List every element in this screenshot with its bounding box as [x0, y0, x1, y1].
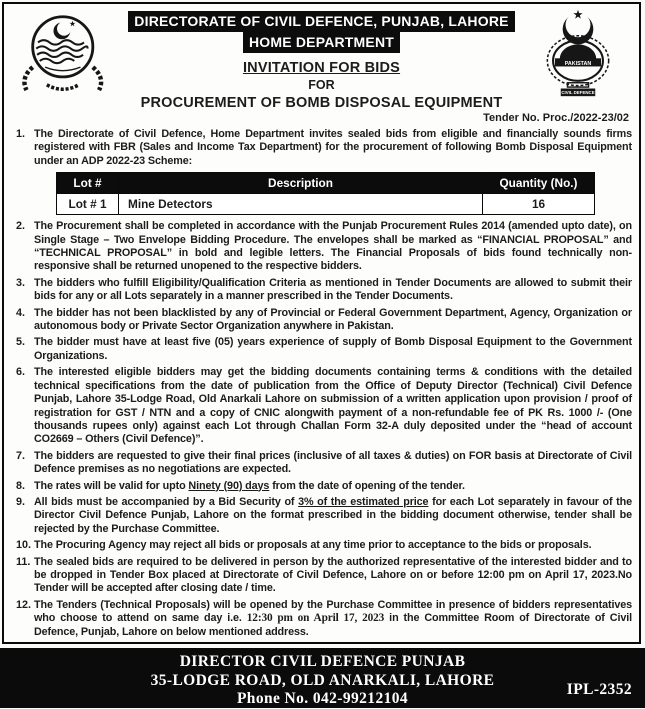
footer-band	[0, 648, 645, 708]
list-item	[9, 128, 632, 168]
item-text: The bidders who fulfill Eligibility/Qualification Criteria as mentioned in Tender Documents are allowed to submit their bids for any or all Lots separately in a manner prescribed in the Tender Documents.	[34, 276, 632, 303]
list-item	[9, 480, 632, 493]
dept-title: HOME DEPARTMENT	[243, 32, 400, 53]
procurement-title: PROCUREMENT OF BOMB DISPOSAL EQUIPMENT	[140, 95, 503, 111]
list-item	[9, 599, 632, 639]
item-text: The Tenders (Technical Proposals) will be opened by the Purchase Committee in presence of bidders representatives who choose to attend on same day i.e. 12:30 pm on April 17, 2023 in the Committee Room of Directorate of Civil Defence, Punjab, Lahore on below mentioned address.	[34, 598, 632, 638]
cell-quantity: 16	[483, 194, 595, 215]
notice-header	[9, 7, 632, 111]
item-text: The bidder must have at least five (05) years experience of supply of Bomb Disposal Equipment to the Government Organizations.	[34, 336, 632, 362]
col-quantity: Quantity (No.)	[483, 173, 595, 194]
title-block	[113, 7, 530, 111]
list-item	[9, 277, 632, 304]
list-item	[9, 336, 632, 363]
item-number: 12.	[16, 598, 32, 611]
item-number: 9.	[16, 495, 26, 508]
item-text: All bids must be accompanied by a Bid Security of 3% of the estimated price for each Lot separately in favour of the Director Civil Defence Punjab, Lahore on the format prescribed in the bidding document otherwise, tender shall be rejected by the Purchase Committee.	[34, 495, 633, 535]
item-number: 2.	[16, 220, 26, 233]
item-number: 7.	[16, 449, 26, 462]
invitation-title: INVITATION FOR BIDS	[242, 60, 401, 76]
item-number: 10.	[16, 539, 32, 552]
emblem-band-label: PAKISTAN	[564, 60, 592, 67]
item-number: 11.	[16, 555, 31, 568]
item-text: The interested eligible bidders may get the bidding documents containing terms & conditions with the detailed technical specifications from the date of publication from the Office of Deputy Director (Technical) Civil Defence Punjab, Lahore 35-Lodge Road, Old Anarkali Lahore on submission of a written application upon provision / proof of registration for GST / NTN and a copy of CNIC alongwith payment of a non-refundable fee of PK Rs. 1000 /- (One thousands rupees only) against each Lot through Challan Form 32-A duly deposited under the “head of account CO2669 – Others (Civil Defence)”.	[34, 366, 632, 446]
item-number: 8.	[16, 479, 26, 492]
footer-director-line: DIRECTOR CIVIL DEFENCE PUNJAB	[179, 653, 466, 670]
publication-ref: IPL-2352	[566, 681, 632, 698]
notice-body	[2, 2, 641, 644]
lot-table	[56, 172, 595, 215]
list-item	[9, 496, 632, 536]
item-number: 3.	[16, 276, 26, 289]
item-text: The Procurement shall be completed in accordance with the Punjab Procurement Rules 2014 (amended upto date), on Single Stage – Two Envelope Bidding Procedure. The envelopes shall be marked as “FINANCIAL PROPOSAL” and “TECHNICAL PROPOSAL” in bold and legible letters. The Financial Proposals of bids found technically non-responsive shall be returned unopened to the respective bidders.	[34, 220, 632, 273]
terms-list-top	[9, 128, 632, 168]
list-item	[9, 556, 632, 596]
list-item	[9, 307, 632, 334]
item-text: The bidders are requested to give their final prices (inclusive of all taxes & duties) on FOR basis at Directorate of Civil Defence premises as no negotiations are expected.	[34, 449, 632, 476]
punjab-government-emblem	[9, 7, 113, 101]
item-text: The Directorate of Civil Defence, Home Department invites sealed bids from eligible and financially sounds firms registered with FBR (Sales and Income Tax Department) for the procurement of following Bomb Disposal Equipment under an ADP 2022-23 Scheme:	[34, 128, 632, 167]
star-icon	[70, 21, 76, 27]
col-description: Description	[119, 173, 483, 194]
list-item	[9, 539, 632, 552]
list-item	[9, 450, 632, 477]
tender-number: Tender No. Proc./2022-23/02	[483, 112, 629, 124]
item-text: The Procuring Agency may reject all bids or proposals at any time prior to acceptance to the bids or proposals.	[34, 539, 592, 552]
item-number: 1.	[16, 128, 26, 140]
table-header-row	[57, 173, 595, 194]
list-item	[9, 366, 632, 446]
item-text: The rates will be valid for upto Ninety (90) days from the date of opening of the tender.	[34, 479, 465, 492]
org-title: DIRECTORATE OF CIVIL DEFENCE, PUNJAB, LAHORE	[128, 11, 514, 32]
civil-defence-pakistan-emblem	[530, 7, 632, 105]
table-row	[57, 194, 595, 215]
cell-lot: Lot # 1	[57, 194, 119, 215]
for-label: FOR	[308, 78, 335, 92]
footer-phone-line: Phone No. 042-99212104	[236, 690, 409, 707]
item-text: The bidder has not been blacklisted by any of Provincial or Federal Government Department, Agency, Organization or autonomous body or Private Sector Organization anywhere in Pakistan.	[34, 306, 632, 333]
cell-description: Mine Detectors	[119, 194, 483, 215]
item-number: 4.	[16, 306, 26, 319]
col-lot: Lot #	[57, 173, 119, 194]
terms-list-bottom	[9, 220, 632, 639]
emblem-base-label: CIVIL DEFENCE	[561, 90, 595, 96]
list-item	[9, 220, 632, 274]
footer-address-line: 35-LODGE ROAD, OLD ANARKALI, LAHORE	[150, 671, 495, 689]
item-number: 5.	[16, 336, 26, 349]
item-text: The sealed bids are required to be delivered in person by the authorized representative of the interested bidder and to be dropped in Tender Box placed at Directorate of Civil Defence, Lahore on or before 12:00 pm on April 17, 2023.No Tender will be accepted after closing date / time.	[34, 555, 632, 595]
item-number: 6.	[16, 366, 26, 379]
